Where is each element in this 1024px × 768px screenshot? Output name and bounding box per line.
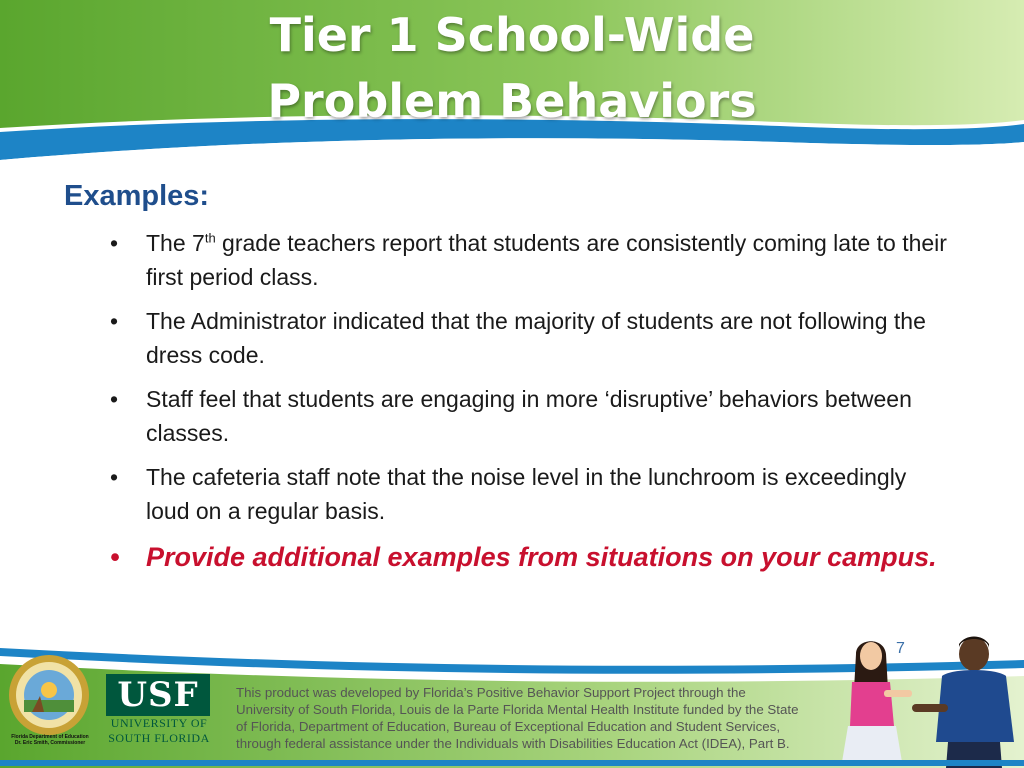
list-item [110,382,950,450]
list-item-text: The Administrator indicated that the majority of students are not following the dress code. [146,308,926,368]
ordinal-suffix: th [204,230,216,246]
slide-header [0,0,1024,165]
list-item-text: The cafeteria staff note that the noise level in the lunchroom is exceedingly loud on a regular basis. [146,464,907,524]
florida-state-seal-icon [8,654,90,736]
list-item [110,304,950,372]
slide-title [0,2,1024,134]
slide-title-line-2: Problem Behaviors [267,74,757,128]
bullet-icon: • [110,386,119,412]
disclaimer-line-2: University of South Florida, Louis de la Parte Florida Mental Health Institute funded by the State [236,702,799,717]
list-item-text: Provide additional examples from situations on your campus. [146,542,937,572]
footer-bottom-rule [0,760,1024,766]
usf-logo [106,674,212,768]
disclaimer-line-1: This product was developed by Florida’s Positive Behavior Support Project through the [236,685,746,700]
bullet-icon: • [110,542,120,572]
page-number: 7 [896,640,905,657]
bullet-icon: • [110,230,119,256]
seal-caption-line-2: Dr. Eric Smith, Commissioner [14,740,86,746]
usf-wordmark: USF [106,674,210,716]
list-item-text: Staff feel that students are engaging in more ‘disruptive’ behaviors between classes. [146,386,912,446]
disclaimer-line-4: through federal assistance under the Individuals with Disabilities Education Act (IDEA), Part B. [236,736,790,751]
slide-footer [0,630,1024,768]
slide-body [0,170,1024,630]
disclaimer-line-3: of Florida, Department of Education, Bureau of Exceptional Education and Student Services, [236,719,781,734]
seal-caption [4,734,96,746]
list-item-highlight [110,538,950,576]
seal-caption-line-1: Florida Department of Education [11,734,89,740]
bullet-icon: • [110,308,119,334]
list-item-text-end: grade teachers report that students are consistently coming late to their first period class. [146,230,947,290]
list-item [110,460,950,528]
examples-heading: Examples: [64,180,210,212]
usf-line-1: UNIVERSITY OF [110,716,208,730]
children-holding-hands-icon [842,630,1024,768]
funding-disclaimer [236,684,846,752]
examples-list [110,226,950,586]
list-item [110,226,950,294]
usf-line-2: SOUTH FLORIDA [108,731,210,745]
bullet-icon: • [110,464,119,490]
list-item-text-start: The 7 [146,230,205,256]
slide-title-line-1: Tier 1 School-Wide [269,8,755,62]
